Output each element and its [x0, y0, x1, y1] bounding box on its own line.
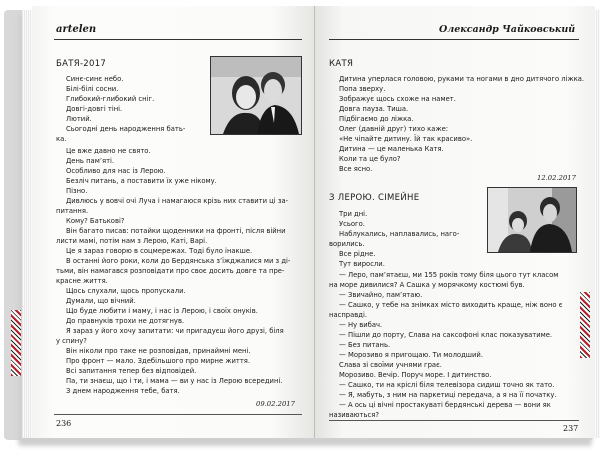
right-line: — Ну вибач. — [339, 321, 383, 329]
right-line: — Морозиво я пригощаю. Ти молодший. — [339, 351, 484, 359]
right-line: Коли та це було? — [339, 155, 401, 163]
right-line: ворились. — [329, 240, 365, 248]
left-footer-rule — [54, 414, 302, 415]
left-date: 09.02.2017 — [256, 400, 295, 408]
right-line: — Леро, пам’ятаєш, ми 155 років тому біля цього тут класом — [339, 271, 559, 279]
right-line: — Пішли до порту, Слава на саксофоні клас показуватиме. — [339, 331, 553, 339]
right-line: називаються? — [329, 411, 379, 419]
right-line: — Сашко, у тебе на знімках місто виходить краще, ніж воно є — [339, 301, 563, 309]
left-line: Він багато писав: потайки щоденники на фронті, після війни — [66, 227, 286, 235]
right-line: Усього. — [339, 220, 365, 228]
open-book — [14, 6, 588, 440]
left-line: у спину? — [56, 337, 87, 345]
left-line: Кому? Батькові? — [66, 217, 125, 225]
left-line: Довгі-довгі тіні. — [66, 105, 123, 113]
right-line: — А ось ці вічні простакуваті бердянські дерева — вони як — [339, 401, 551, 409]
left-line: красне життя. — [56, 277, 108, 285]
right-line: Все рідне. — [339, 250, 376, 258]
photo-couple-image — [211, 57, 301, 134]
photo-couple — [210, 56, 302, 135]
left-line: питання. — [56, 207, 89, 215]
left-line: Синє-синє небо. — [66, 75, 124, 83]
left-line: Я зараз у його хочу запитати: чи пригадуєш його друзі, біля — [66, 327, 284, 335]
left-line: Думали, що вічний. — [66, 297, 136, 305]
right-header-rule — [329, 39, 579, 40]
left-line: ка. — [56, 135, 67, 143]
left-line: Про фронт — мало. Здебільшого про мирне життя. — [66, 357, 251, 365]
section-title-batya: БАТЯ-2017 — [56, 59, 107, 69]
left-line: Він ніколи про таке не розповідав, принаймні мені. — [66, 347, 251, 355]
right-line: на море дивилися? А Сашка у морячкому костюмі був. — [329, 281, 525, 289]
right-line: Довга пауза. Тиша. — [339, 105, 409, 113]
right-line: Дитина уперлася головою, руками та ногами в дно дитячого ліжка. — [339, 75, 585, 83]
right-line: — Без питань. — [339, 341, 391, 349]
right-line: Три дні. — [339, 210, 368, 218]
embroidery-ornament-right — [580, 292, 590, 358]
left-line: Щось слухали, щось пропускали. — [66, 287, 186, 295]
left-line: Па, ти знаєш, що і ти, і мама — ви у нас із Лерою всередині. — [66, 377, 283, 385]
right-line: Все ясно. — [339, 165, 373, 173]
left-line: З днем народження тебе, батя. — [66, 387, 180, 395]
left-page-number: 236 — [56, 419, 72, 428]
section-title-z-leroyu: З ЛЕРОЮ. СІМЕЙНЕ — [329, 193, 420, 203]
left-line: Пізно. — [66, 187, 88, 195]
left-line: Дивлюсь у вовчі очі Луча і намагаюся крізь них ставити ці за- — [66, 197, 289, 205]
right-line: — Сашко, ти на кріслі біля телевізора сидиш точно як тато. — [339, 381, 555, 389]
left-line: Сьогодні день народження бать- — [66, 125, 186, 133]
right-line: Морозиво. Вечір. Поруч море. І дитинство. — [339, 371, 492, 379]
right-page-number: 237 — [563, 424, 579, 433]
right-page — [315, 6, 595, 438]
right-line: Слава зі своїми учнями грає. — [339, 361, 442, 369]
left-line: День пам’яті. — [66, 157, 115, 165]
left-line: Це вже давно не свято. — [66, 147, 151, 155]
right-line: — Звичайно, пам’ятаю. — [339, 291, 423, 299]
right-line: Підбігаємо до ліжка. — [339, 115, 414, 123]
left-line: Лютий. — [66, 115, 92, 123]
photo-siblings-image — [488, 188, 576, 252]
right-line: насправді. — [329, 311, 368, 319]
left-line: Це я зараз говорю в соцмережах. Тоді було інакше. — [66, 247, 253, 255]
left-line: Безліч питань, а поставити їх уже нікому. — [66, 177, 217, 185]
right-line: Зображує щось схоже на намет. — [339, 95, 456, 103]
right-date: 12.02.2017 — [537, 174, 576, 182]
right-line: Попа зверху. — [339, 85, 386, 93]
left-line: До правнуків трохи не дотягнув. — [66, 317, 185, 325]
left-line: В останні його роки, коли до Бердянська з’їжджалися ми з ді- — [66, 257, 291, 265]
right-running-header: Олександр Чайковський — [439, 24, 576, 35]
right-line: Тут виросли. — [339, 260, 385, 268]
right-line: — Я, мабуть, з ним на паркетиці передача, а я на її початку. — [339, 391, 557, 399]
embroidery-ornament-left — [11, 310, 21, 376]
right-line: Олег (давній друг) тихо каже: — [339, 125, 449, 133]
right-line: Наблукались, наплавались, наго- — [339, 230, 460, 238]
left-running-header: artelen — [56, 24, 97, 35]
photo-siblings — [487, 187, 577, 253]
left-page — [32, 6, 315, 438]
left-header-rule — [54, 39, 302, 40]
left-line: Білі-білі сосни. — [66, 85, 119, 93]
right-line: «Не чіпайте дитину. Їй так красиво». — [339, 135, 473, 143]
left-line: листи мамі, потім нам з Лерою, Каті, Варі. — [56, 237, 208, 245]
left-line: Глибокий-глибокий сніг. — [66, 95, 155, 103]
left-line: Всі запитання тепер без відповідей. — [66, 367, 197, 375]
section-title-katya: КАТЯ — [329, 59, 354, 69]
right-footer-rule — [329, 420, 579, 421]
right-line: Дитина — це маленька Катя. — [339, 145, 444, 153]
left-line: Особливо для нас із Лерою. — [66, 167, 166, 175]
left-line: тьми, він намагався розповідати про своє досить довге та пре- — [56, 267, 285, 275]
left-line: Що буде любити і маму, і нас із Лерою, і своїх онуків. — [66, 307, 258, 315]
